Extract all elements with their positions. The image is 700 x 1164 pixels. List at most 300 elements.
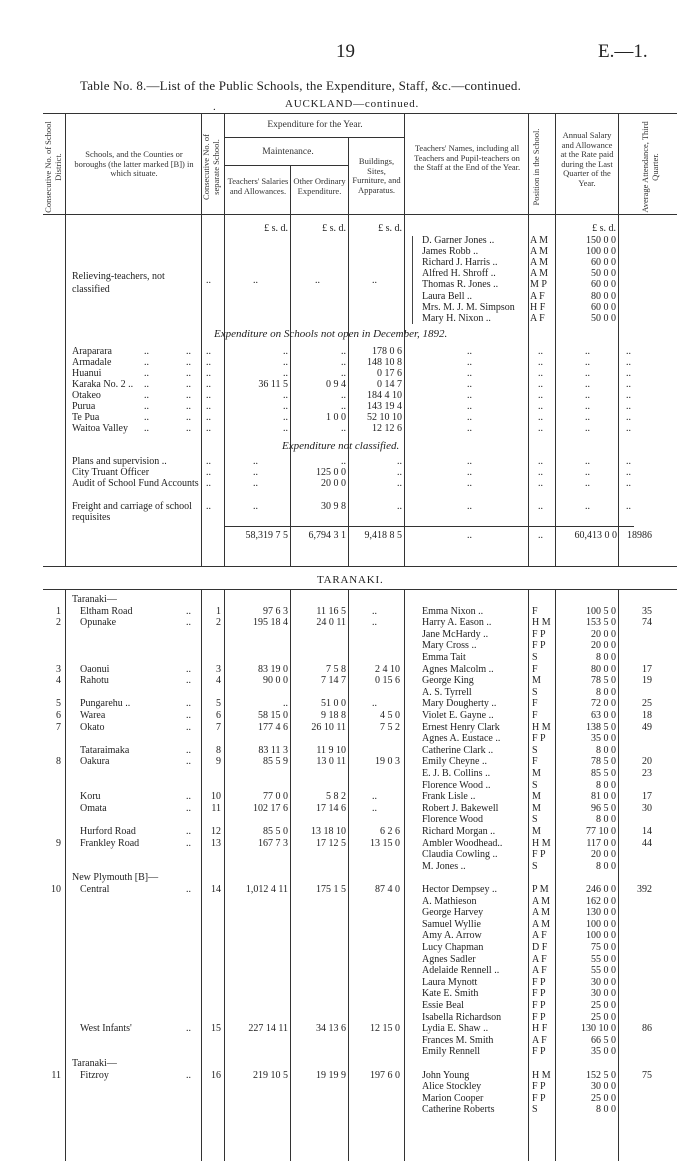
total-other: 6,794 3 1	[308, 530, 346, 541]
school-name: Warea	[80, 710, 106, 721]
teacher-name: E. J. B. Collins ..	[422, 768, 491, 779]
teacher-salary: 55 0 0	[591, 953, 616, 965]
salaries-value: 85 5 9	[263, 756, 288, 768]
other-value: 20 0 0	[321, 478, 346, 489]
school-name: Armadale	[72, 357, 112, 368]
school-name: Central	[80, 884, 110, 895]
other-value: ..	[341, 368, 346, 379]
dots: ..	[467, 357, 472, 368]
col-sep	[201, 589, 202, 1161]
teacher-position: S	[532, 652, 538, 663]
col-sep	[618, 589, 619, 1161]
teacher-salary: 50 0 0	[591, 268, 616, 280]
other-value: 34 13 6	[316, 1023, 346, 1035]
dots: ..	[206, 467, 211, 478]
attendance-value: 75	[642, 1069, 652, 1081]
school-name: Fitzroy	[80, 1069, 109, 1081]
teacher-name: Adelaide Rennell ..	[422, 965, 500, 977]
teacher-name: Amy A. Arrow	[422, 930, 482, 942]
dots: ..	[186, 617, 191, 629]
dots: ..	[626, 379, 631, 390]
teacher-salary: 60 0 0	[591, 301, 616, 313]
currency-header: £ s. d.	[592, 223, 616, 234]
header-other-expenditure: Other Ordinary Expenditure.	[293, 176, 346, 196]
salaries-value: 77 0 0	[263, 791, 288, 803]
expenditure-label: Audit of School Fund Accounts	[72, 478, 199, 489]
teacher-salary: 66 5 0	[591, 1034, 616, 1046]
dots: ..	[585, 390, 590, 401]
other-value: 175 1 5	[316, 884, 346, 895]
header-position: Position in the School.	[531, 128, 541, 206]
dots: ..	[186, 423, 191, 434]
col-sep	[555, 113, 556, 566]
school-number: 4	[216, 675, 221, 687]
teacher-salary: 60 0 0	[591, 279, 616, 291]
other-value: 125 0 0	[316, 467, 346, 478]
buildings-value: 178 0 6	[372, 346, 402, 357]
other-value: 17 12 5	[316, 837, 346, 849]
salaries-value: 85 5 0	[263, 826, 288, 837]
teacher-name: Laura Bell ..	[422, 290, 472, 302]
teacher-salary: 35 0 0	[591, 733, 616, 745]
teacher-name: Kate E. Smith	[422, 988, 479, 1000]
other-value: 11 9 10	[316, 744, 346, 756]
buildings-value: ..	[372, 791, 377, 803]
total-annual: 60,413 0 0	[574, 530, 617, 541]
teacher-salary: 150 0 0	[586, 235, 616, 246]
teacher-salary: 100 0 0	[586, 930, 616, 942]
other-value: 11 16 5	[316, 605, 346, 617]
salaries-value: 83 19 0	[258, 663, 288, 675]
dots: ..	[186, 346, 191, 357]
teacher-position: A M	[532, 907, 551, 919]
section-heading-not-open: Expenditure on Schools not open in December, 1892.	[214, 328, 448, 340]
teacher-salary: 130 10 0	[581, 1023, 616, 1035]
dots: ..	[538, 379, 543, 390]
salaries-value: 177 4 6	[258, 721, 288, 733]
school-name: Hurford Road	[80, 826, 136, 837]
buildings-value: ..	[397, 501, 402, 512]
dots: ..	[585, 401, 590, 412]
section-end-rule	[43, 566, 677, 567]
currency-header: £ s. d.	[378, 223, 402, 234]
teacher-name: Mary Dougherty ..	[422, 698, 497, 710]
dots: ..	[206, 412, 211, 423]
dots: ..	[186, 412, 191, 423]
school-number: 1	[216, 605, 221, 617]
teacher-salary: 8 0 0	[596, 814, 616, 826]
teacher-salary: 130 0 0	[586, 907, 616, 919]
dots: ..	[144, 390, 149, 401]
dots: ..	[186, 605, 191, 617]
taranaki-top-rule	[43, 589, 677, 590]
teacher-position: F P	[532, 628, 546, 640]
teacher-name: Essie Beal	[422, 1000, 464, 1011]
teacher-name: Alice Stockley	[422, 1081, 482, 1093]
dots: ..	[626, 357, 631, 368]
dots: ..	[538, 456, 543, 467]
dots: ..	[186, 710, 191, 721]
other-value: 13 18 10	[311, 826, 346, 837]
page-number: 19	[336, 41, 355, 62]
teacher-salary: 80 0 0	[591, 290, 616, 302]
teacher-position: H M	[532, 837, 551, 849]
school-name: Opunake	[80, 617, 117, 629]
dots: ..	[626, 423, 631, 434]
dots: ..	[538, 390, 543, 401]
teacher-salary: 30 0 0	[591, 988, 616, 1000]
teacher-name: Marion Cooper	[422, 1092, 484, 1104]
dots: ..	[186, 884, 191, 895]
buildings-value: 0 17 6	[377, 368, 402, 379]
teacher-salary: 162 0 0	[586, 895, 616, 907]
school-name: Tataraimaka	[80, 744, 130, 756]
dots: ..	[186, 791, 191, 803]
teacher-name: Agnes Malcolm ..	[422, 663, 494, 675]
school-number: 8	[216, 744, 221, 756]
teacher-salary: 152 5 0	[586, 1069, 616, 1081]
salaries-value: ..	[283, 698, 288, 710]
teacher-name: Emma Nixon ..	[422, 605, 484, 617]
school-name: Karaka No. 2 ..	[72, 379, 134, 390]
teacher-position: A M	[530, 257, 549, 269]
salaries-value: 167 7 3	[258, 837, 288, 849]
school-name: Koru	[80, 791, 101, 803]
attendance-value: 25	[642, 698, 652, 710]
school-name: Frankley Road	[80, 837, 140, 849]
teacher-salary: 25 0 0	[591, 1092, 616, 1104]
teacher-position: A F	[532, 930, 547, 942]
district-number: 7	[56, 721, 61, 733]
dots: ..	[467, 390, 472, 401]
salaries-value: 195 18 4	[253, 617, 288, 629]
salaries-value: 36 11 5	[258, 379, 288, 390]
teacher-position: M	[532, 768, 541, 779]
dots: ..	[186, 390, 191, 401]
other-value: 26 10 11	[311, 721, 346, 733]
district-number: 1	[56, 605, 61, 617]
teacher-name: Emma Tait	[422, 652, 466, 663]
other-value: ..	[341, 390, 346, 401]
expenditure-label: Freight and carriage of school requisites	[72, 501, 192, 523]
teacher-name: Florence Wood ..	[422, 779, 491, 791]
dots: ..	[585, 456, 590, 467]
teacher-position: F P	[532, 976, 546, 988]
dots: ..	[467, 501, 472, 512]
teacher-position: F	[532, 663, 538, 675]
district-number: 11	[51, 1069, 61, 1081]
teacher-name: Emily Cheyne ..	[422, 756, 487, 768]
teacher-position: F	[532, 698, 538, 710]
header-consec-school: Consecutive No. of separate School.	[201, 134, 221, 200]
teacher-position: H M	[532, 1069, 551, 1081]
buildings-value: 12 15 0	[370, 1023, 400, 1035]
teacher-salary: 78 5 0	[591, 675, 616, 687]
dots: ..	[186, 756, 191, 768]
school-name: Taranaki—	[72, 594, 117, 605]
dots: ..	[144, 346, 149, 357]
teacher-position: F P	[532, 733, 546, 745]
school-name: Oakura	[80, 756, 110, 768]
header-maintenance: Maintenance.	[262, 147, 314, 157]
dots: ..	[144, 412, 149, 423]
school-name: Huanui	[72, 368, 102, 379]
district-number: 10	[51, 884, 61, 895]
teacher-position: S	[532, 814, 538, 826]
buildings-value: 143 19 4	[367, 401, 402, 412]
other-value: 51 0 0	[321, 698, 346, 710]
other-value: 19 19 9	[316, 1069, 346, 1081]
teacher-position: M	[532, 802, 541, 814]
school-name: Rahotu	[80, 675, 109, 687]
buildings-value: ..	[397, 456, 402, 467]
district-number: 8	[56, 756, 61, 768]
teacher-salary: 72 0 0	[591, 698, 616, 710]
dots: ..	[253, 456, 258, 467]
col-sep	[404, 589, 405, 1161]
header-expenditure: Expenditure for the Year.	[267, 120, 363, 130]
attendance-value: 20	[642, 756, 652, 768]
teacher-position: F P	[532, 1092, 546, 1104]
dots: ..	[467, 379, 472, 390]
region-heading-taranaki: TARANAKI.	[317, 574, 384, 586]
dots: ..	[206, 401, 211, 412]
buildings-value: 0 15 6	[375, 675, 400, 687]
attendance-value: 14	[642, 826, 652, 837]
salaries-value: 227 14 11	[248, 1023, 288, 1035]
salaries-value: 1,012 4 11	[245, 884, 288, 895]
dots: ..	[206, 357, 211, 368]
dots: ..	[144, 368, 149, 379]
buildings-value: ..	[372, 698, 377, 710]
other-value: 24 0 11	[316, 617, 346, 629]
report-reference: E.—1.	[598, 41, 648, 62]
school-number: 16	[211, 1069, 221, 1081]
dots: ..	[186, 379, 191, 390]
dots: ..	[253, 501, 258, 512]
teacher-position: F P	[532, 1000, 546, 1011]
school-number: 12	[211, 826, 221, 837]
other-value: ..	[341, 456, 346, 467]
teacher-position: F P	[532, 988, 546, 1000]
teacher-salary: 25 0 0	[591, 1011, 616, 1023]
table-title: Table No. 8.—List of the Public Schools, the Expenditure, Staff, &c.—continued.	[80, 78, 522, 93]
school-name: New Plymouth [B]—	[72, 872, 159, 884]
brace	[412, 236, 413, 324]
dots: ..	[315, 275, 320, 286]
school-name: West Infants'	[80, 1023, 132, 1035]
teacher-name: Florence Wood	[422, 814, 483, 826]
dots: ..	[467, 401, 472, 412]
dots: ..	[144, 379, 149, 390]
school-number: 3	[216, 663, 221, 675]
teacher-position: S	[532, 686, 538, 698]
teacher-salary: 77 10 0	[586, 826, 616, 837]
teacher-position: A M	[530, 235, 549, 246]
teacher-name: Emily Rennell	[422, 1046, 481, 1058]
buildings-value: 184 4 10	[367, 390, 402, 401]
relieving-label: Relieving-teachers, not classified	[72, 271, 165, 295]
dots: ..	[585, 501, 590, 512]
dots: ..	[585, 467, 590, 478]
attendance-value: 392	[637, 884, 652, 895]
total-attendance: 18986	[627, 530, 652, 541]
teacher-position: M P	[530, 279, 547, 291]
school-number: 5	[216, 698, 221, 710]
dots: ..	[144, 401, 149, 412]
teacher-salary: 85 5 0	[591, 768, 616, 779]
teacher-salary: 20 0 0	[591, 849, 616, 861]
header-teachers-names: Teachers' Names, including all Teachers and Pupil-teachers on the Staff at the End of the Year.	[413, 143, 521, 172]
school-number: 11	[211, 802, 221, 814]
teacher-name: Violet E. Gayne ..	[422, 710, 494, 721]
total-buildings: 9,418 8 5	[364, 530, 402, 541]
teacher-position: A M	[532, 918, 551, 930]
attendance-value: 74	[642, 617, 652, 629]
buildings-value: 148 10 8	[367, 357, 402, 368]
teacher-name: Mary H. Nixon ..	[422, 312, 491, 324]
dots: ..	[626, 401, 631, 412]
buildings-value: 4 5 0	[380, 710, 400, 721]
attendance-value: 44	[642, 837, 652, 849]
school-name: Taranaki—	[72, 1058, 117, 1069]
other-value: ..	[341, 401, 346, 412]
district-number: 6	[56, 710, 61, 721]
dots: ..	[585, 478, 590, 489]
teacher-name: John Young	[422, 1069, 470, 1081]
teacher-position: A F	[532, 953, 547, 965]
teacher-salary: 8 0 0	[596, 1104, 616, 1116]
col-sep	[65, 589, 66, 1161]
totals-rule	[224, 526, 634, 527]
teacher-name: Catherine Roberts	[422, 1104, 495, 1116]
dots: ..	[206, 478, 211, 489]
teacher-position: F P	[532, 849, 546, 861]
dots: ..	[186, 721, 191, 733]
salaries-value: ..	[283, 368, 288, 379]
dots: ..	[467, 412, 472, 423]
salaries-value: ..	[283, 423, 288, 434]
teacher-salary: 117 0 0	[586, 837, 616, 849]
header-teachers-salaries: Teachers' Salaries and Allowances.	[227, 176, 289, 196]
teacher-name: Ambler Woodhead..	[422, 837, 503, 849]
teacher-salary: 153 5 0	[586, 617, 616, 629]
region-heading-auckland: AUCKLAND—continued.	[285, 98, 420, 110]
dots: ..	[538, 401, 543, 412]
dots: ..	[467, 467, 472, 478]
dots: ..	[538, 467, 543, 478]
teacher-position: F P	[532, 1081, 546, 1093]
expenditure-rule	[224, 137, 404, 138]
other-value: 9 18 8	[321, 710, 346, 721]
teacher-salary: 138 5 0	[586, 721, 616, 733]
salaries-value: ..	[283, 390, 288, 401]
teacher-position: F	[532, 756, 538, 768]
teacher-salary: 60 0 0	[591, 257, 616, 269]
dots: ..	[626, 456, 631, 467]
school-name: Omata	[80, 802, 107, 814]
teacher-name: Harry A. Eason ..	[422, 617, 492, 629]
teacher-position: F P	[532, 640, 546, 652]
other-value: 30 9 8	[321, 501, 346, 512]
district-number: 9	[56, 837, 61, 849]
currency-header: £ s. d.	[322, 223, 346, 234]
attendance-value: 23	[642, 768, 652, 779]
district-number: 2	[56, 617, 61, 629]
teacher-name: Frances M. Smith	[422, 1034, 494, 1046]
teacher-position: F	[532, 605, 538, 617]
attendance-value: 86	[642, 1023, 652, 1035]
school-name: Waitoa Valley	[72, 423, 128, 434]
teacher-name: Hector Dempsey ..	[422, 884, 497, 895]
dots: ..	[186, 837, 191, 849]
school-number: 14	[211, 884, 221, 895]
teacher-salary: 50 0 0	[591, 312, 616, 324]
dots: ..	[186, 663, 191, 675]
salaries-value: 97 6 3	[263, 605, 288, 617]
teacher-name: Ernest Henry Clark	[422, 721, 500, 733]
other-value: 17 14 6	[316, 802, 346, 814]
teacher-name: Jane McHardy ..	[422, 628, 489, 640]
teacher-position: H M	[532, 721, 551, 733]
other-value: 13 0 11	[316, 756, 346, 768]
school-number: 7	[216, 721, 221, 733]
teacher-salary: 8 0 0	[596, 779, 616, 791]
col-sep	[65, 113, 66, 566]
teacher-position: A M	[530, 246, 549, 258]
dots: ..	[626, 368, 631, 379]
salaries-value: 83 11 3	[258, 744, 288, 756]
dots: ..	[585, 412, 590, 423]
teacher-position: A M	[532, 895, 551, 907]
dots: ..	[186, 401, 191, 412]
col-sep	[528, 113, 529, 566]
header-consec-district: Consecutive No. of School District.	[43, 121, 63, 213]
school-name: Oaonui	[80, 663, 110, 675]
teacher-salary: 30 0 0	[591, 1081, 616, 1093]
teacher-name: D. Garner Jones ..	[422, 235, 495, 246]
dots: ..	[626, 501, 631, 512]
teacher-name: A. Mathieson	[422, 895, 477, 907]
dots: ..	[253, 275, 258, 286]
maintenance-rule	[224, 165, 348, 166]
dots: ..	[206, 346, 211, 357]
dots: ..	[467, 478, 472, 489]
teacher-name: Agnes Sadler	[422, 953, 476, 965]
buildings-value: 12 12 6	[372, 423, 402, 434]
district-number: 4	[56, 675, 61, 687]
dots: ..	[186, 1023, 191, 1035]
teacher-name: Frank Lisle ..	[422, 791, 476, 803]
other-value: 0 9 4	[326, 379, 346, 390]
attendance-value: 49	[642, 721, 652, 733]
dots: ..	[206, 456, 211, 467]
header-schools: Schools, and the Counties or boroughs (the latter marked [B]) in which situate.	[74, 149, 194, 178]
teacher-name: M. Jones ..	[422, 860, 466, 872]
teacher-salary: 8 0 0	[596, 652, 616, 663]
teacher-salary: 8 0 0	[596, 744, 616, 756]
teacher-position: S	[532, 1104, 538, 1116]
dots: ..	[186, 1069, 191, 1081]
dots: ..	[626, 390, 631, 401]
teacher-salary: 55 0 0	[591, 965, 616, 977]
attendance-value: 35	[642, 605, 652, 617]
teacher-position: S	[532, 860, 538, 872]
teacher-position: M	[532, 826, 541, 837]
teacher-position: A F	[532, 1034, 547, 1046]
buildings-value: 2 4 10	[375, 663, 400, 675]
school-number: 15	[211, 1023, 221, 1035]
